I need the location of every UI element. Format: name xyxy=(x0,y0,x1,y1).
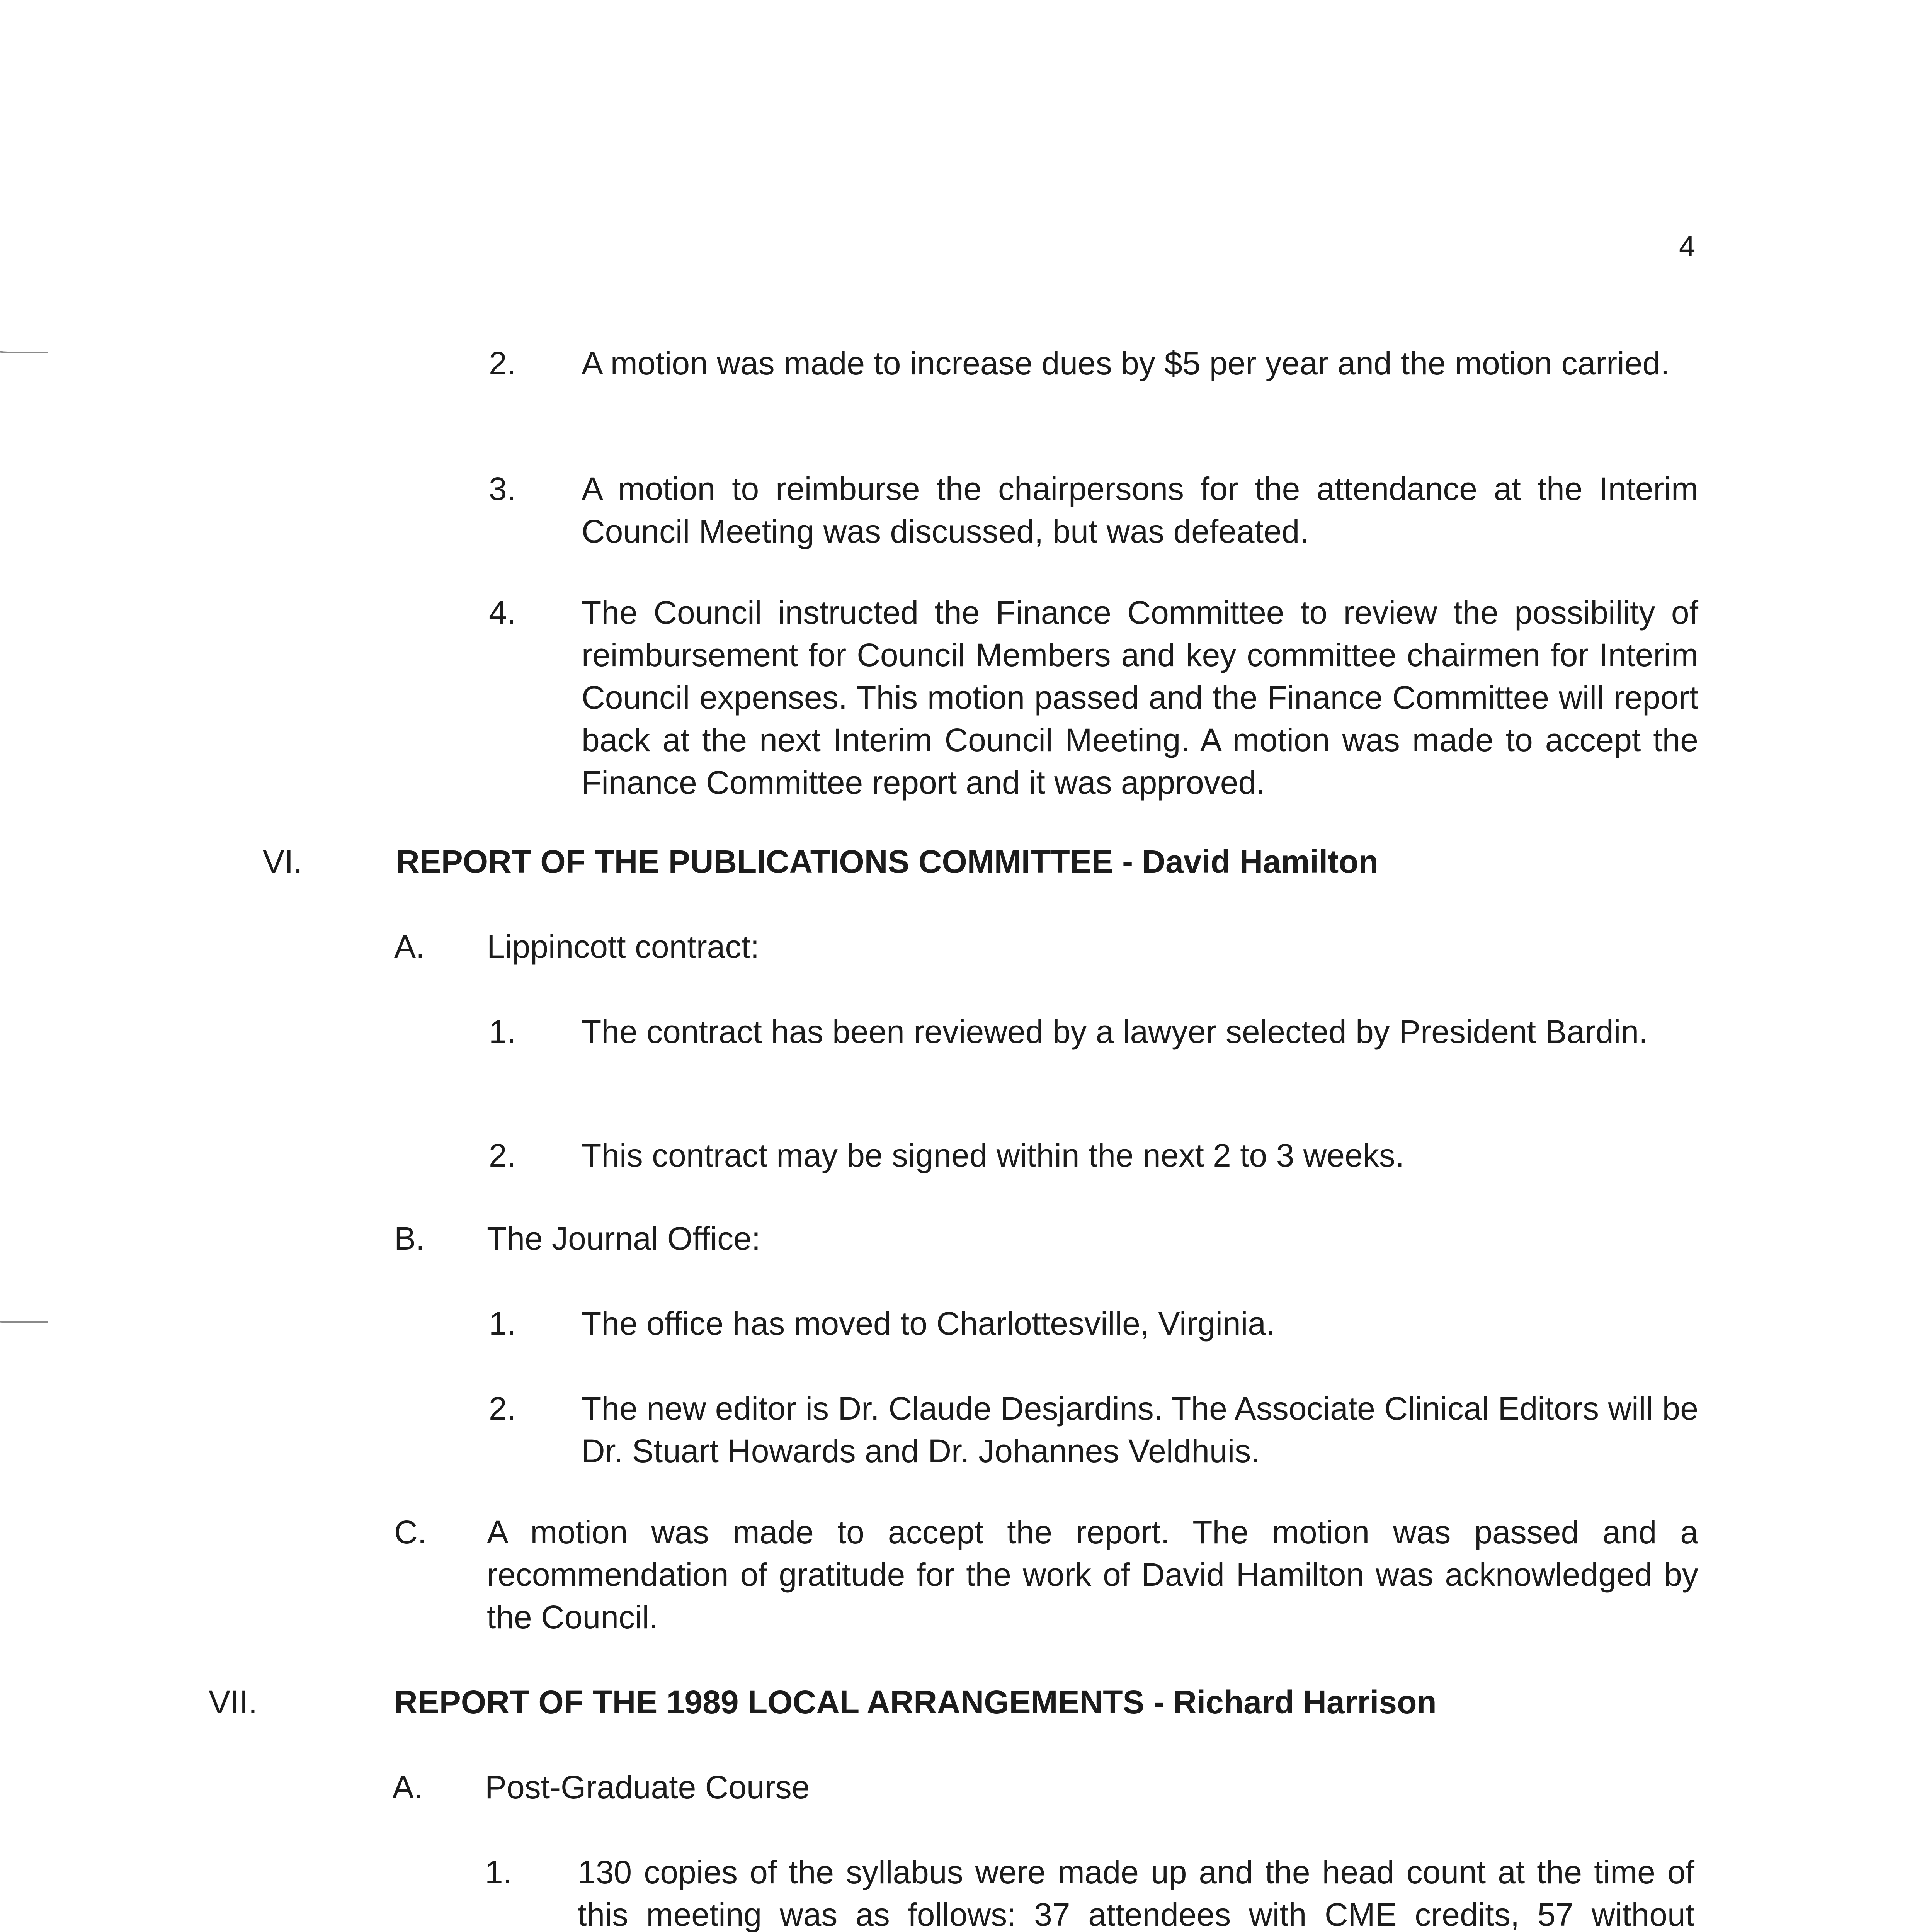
list-item-text: The Council instructed the Finance Committee to review the possibility of reimbursement for Council Members and key committee chairmen for Interim Council expenses. This motion passed and the Finance Committee will report back at the next Interim Council Meeting. A motion was made to accept the Finance Committee report and it was approved. xyxy=(582,594,1698,801)
list-item-number: 1. xyxy=(485,1854,512,1890)
subsection-text: Post-Graduate Course xyxy=(485,1769,810,1805)
subsection-letter: A. xyxy=(394,929,425,965)
list-item-number: 2. xyxy=(489,1390,516,1427)
list-item-text: 130 copies of the syllabus were made up and the head count at the time of this meeting was as follows: 37 attendees with CME credits, 57 without xyxy=(578,1854,1694,1932)
subsection-text: A motion was made to accept the report. The motion was passed and a recommendation of gratitude for the work of David Hamilton was acknowledged by the Council. xyxy=(487,1514,1698,1635)
list-item-text: The contract has been reviewed by a lawyer selected by President Bardin. xyxy=(582,1014,1648,1050)
subsection-letter: A. xyxy=(392,1769,423,1805)
section-numeral: VII. xyxy=(209,1684,258,1720)
list-item-number: 2. xyxy=(489,1137,516,1173)
list-item-number: 4. xyxy=(489,594,516,631)
list-item-text: The new editor is Dr. Claude Desjardins. The Associate Clinical Editors will be Dr. Stuart Howards and Dr. Johannes Veldhuis. xyxy=(582,1390,1698,1469)
list-item-text: The office has moved to Charlottesville, Virginia. xyxy=(582,1305,1275,1342)
section-numeral: VI. xyxy=(263,844,303,880)
list-item-number: 1. xyxy=(489,1014,516,1050)
list-item-text: A motion to reimburse the chairpersons for the attendance at the Interim Council Meeting was discussed, but was defeated. xyxy=(582,471,1698,549)
section-heading: REPORT OF THE 1989 LOCAL ARRANGEMENTS - Richard Harrison xyxy=(394,1684,1437,1720)
subsection-letter: C. xyxy=(394,1514,427,1550)
subsection-text: Lippincott contract: xyxy=(487,929,760,965)
punch-hole-mark-top xyxy=(0,263,48,353)
subsection-text: The Journal Office: xyxy=(487,1220,761,1257)
list-item-text: This contract may be signed within the next 2 to 3 weeks. xyxy=(582,1137,1405,1173)
list-item-number: 2. xyxy=(489,345,516,381)
list-item-text: A motion was made to increase dues by $5 per year and the motion carried. xyxy=(582,345,1670,381)
page-number: 4 xyxy=(1679,230,1696,263)
list-item-number: 3. xyxy=(489,471,516,507)
list-item-number: 1. xyxy=(489,1305,516,1342)
punch-hole-mark-middle xyxy=(0,1233,48,1323)
subsection-letter: B. xyxy=(394,1220,425,1257)
section-heading: REPORT OF THE PUBLICATIONS COMMITTEE - David Hamilton xyxy=(396,844,1378,880)
